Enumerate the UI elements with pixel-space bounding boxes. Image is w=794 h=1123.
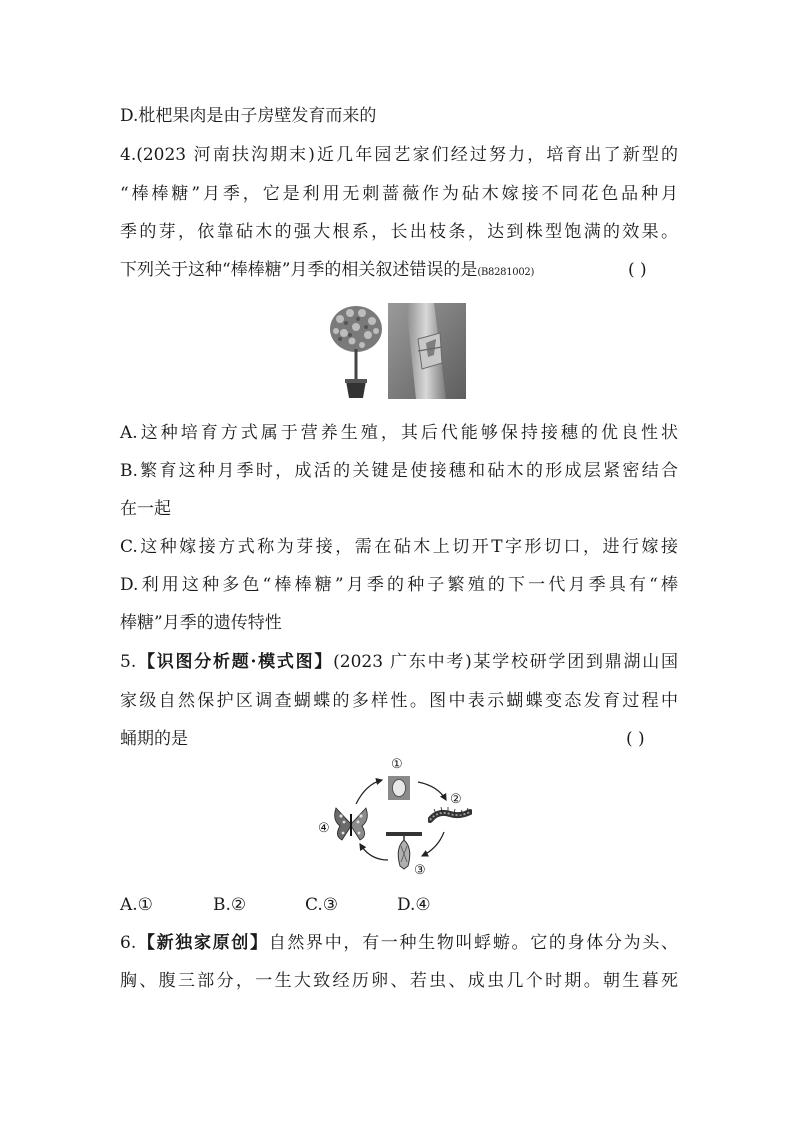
q5-number: 5. (120, 652, 137, 672)
q4-figure (326, 303, 466, 399)
q3-option-d: D.枇杷果肉是由子房壁发育而来的 (120, 106, 377, 126)
stage-label-1: ① (391, 757, 403, 772)
q5-stem-line-3: 蛹期的是 (120, 729, 188, 749)
q4-option-d-line-2: 棒糖”月季的遗传特性 (120, 613, 282, 633)
q5-option-c: C.③ (305, 895, 339, 915)
q6-number: 6. (120, 933, 137, 953)
q5-option-a: A.① (120, 895, 153, 915)
q4-option-a: A.这种培育方式属于营养生殖，其后代能够保持接穗的优良性状 (120, 423, 678, 443)
stage-label-4: ④ (318, 821, 330, 836)
q5-option-b: B.② (213, 895, 247, 915)
q4-option-b-line-1: B.繁育这种月季时，成活的关键是使接穗和砧木的形成层紧密结合 (120, 461, 678, 481)
q5-stem-line-2: 家级自然保护区调查蝴蝶的多样性。图中表示蝴蝶变态发育过程中 (120, 691, 678, 711)
q4-reference-code: (B8281002) (477, 267, 535, 278)
stage-label-2: ② (450, 792, 462, 807)
q6-stem-text: 自然界中，有一种生物叫蜉蝣。它的身体分为头、 (268, 933, 678, 953)
caterpillar-icon (428, 806, 472, 826)
q4-stem-line-1: 4.(2023 河南扶沟期末)近几年园艺家们经过努力，培育出了新型的 (120, 145, 678, 165)
q5-tag: 【识图分析题·模式图】 (136, 652, 334, 672)
q4-stem-line-2: “棒棒糖”月季，它是利用无刺蔷薇作为砧木嫁接不同花色品种月 (120, 184, 678, 204)
q4-stem-text: 下列关于这种“棒棒糖”月季的相关叙述错误的是 (120, 260, 478, 280)
q6-tag: 【新独家原创】 (136, 933, 269, 953)
q6-stem-line-1 (120, 931, 678, 955)
potted-rose-tree-image (326, 303, 386, 399)
q4-option-b-line-2: 在一起 (120, 499, 171, 519)
q5-option-d: D.④ (397, 895, 431, 915)
q6-stem-line-2: 胸、腹三部分，一生大致经历卵、若虫、成虫几个时期。朝生暮死 (120, 971, 678, 991)
q4-stem-line-4 (120, 258, 678, 285)
q5-stem-text: (2023 广东中考)某学校研学团到鼎湖山国 (333, 652, 679, 672)
egg-icon (388, 776, 410, 800)
q4-option-c: C.这种嫁接方式称为芽接，需在砧木上切开T字形切口，进行嫁接 (120, 537, 678, 557)
q4-stem-line-3: 季的芽，依靠砧木的强大根系，长出枝条，达到株型饱满的效果。 (120, 222, 678, 242)
q5-answer-parentheses: ( ) (626, 729, 645, 749)
butterfly-life-cycle-diagram (310, 756, 490, 880)
stage-label-3: ③ (414, 863, 426, 878)
q4-option-d-line-1: D.利用这种多色“棒棒糖”月季的种子繁殖的下一代月季具有“棒 (120, 575, 678, 595)
q4-answer-parentheses: ( ) (628, 260, 647, 280)
bud-grafting-photo (388, 303, 466, 399)
butterfly-icon (332, 806, 370, 842)
q5-stem-line-1 (120, 650, 678, 674)
